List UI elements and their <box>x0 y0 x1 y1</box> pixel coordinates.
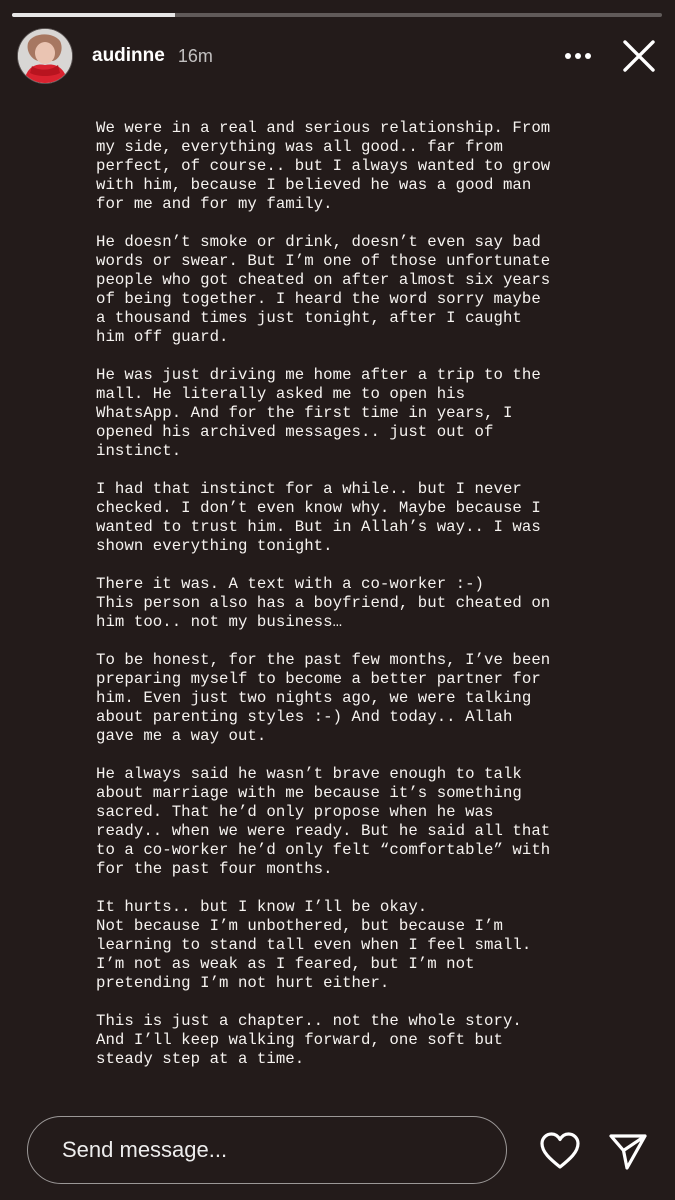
story-text-line: my side, everything was all good.. far from <box>96 138 503 156</box>
story-text-blank-line <box>96 461 596 480</box>
send-message-input[interactable] <box>60 1136 506 1164</box>
story-text-line: steady step at a time. <box>96 1050 305 1068</box>
story-text-line: There it was. A text with a co-worker :-) <box>96 575 485 593</box>
story-text-line: learning to stand tall even when I feel small. <box>96 936 532 954</box>
story-text-line: He was just driving me home after a trip to the <box>96 366 541 384</box>
avatar-image <box>18 29 72 83</box>
story-text-line: He doesn’t smoke or drink, doesn’t even say bad <box>96 233 541 251</box>
story-text-line: shown everything tonight. <box>96 537 333 555</box>
story-text-line: about marriage with me because it’s something <box>96 784 522 802</box>
story-text-line: We were in a real and serious relationship. From <box>96 119 551 137</box>
story-text-blank-line <box>96 556 596 575</box>
story-text-line: for me and for my family. <box>96 195 333 213</box>
story-text-line: him. Even just two nights ago, we were talking <box>96 689 532 707</box>
story-text-line: him too.. not my business… <box>96 613 343 631</box>
story-header <box>18 28 661 84</box>
story-text-line: for the past four months. <box>96 860 333 878</box>
story-text-line: checked. I don’t even know why. Maybe because I <box>96 499 541 517</box>
more-options-button[interactable] <box>557 35 599 77</box>
heart-icon <box>538 1129 582 1173</box>
story-text-line: mall. He literally asked me to open his <box>96 385 466 403</box>
story-text-blank-line <box>96 879 596 898</box>
story-text-blank-line <box>96 632 596 651</box>
message-composer[interactable] <box>27 1116 507 1184</box>
story-text-line: people who got cheated on after almost six years <box>96 271 551 289</box>
story-progress-bar <box>12 13 662 17</box>
story-text-line: This is just a chapter.. not the whole story. <box>96 1012 522 1030</box>
story-text-line: sacred. That he’d only propose when he was <box>96 803 494 821</box>
story-text-line: words or swear. But I’m one of those unfortunate <box>96 252 551 270</box>
story-text-line: He always said he wasn’t brave enough to talk <box>96 765 522 783</box>
story-text-blank-line <box>96 746 596 765</box>
story-text-line: ready.. when we were ready. But he said all that <box>96 822 551 840</box>
story-text-line: of being together. I heard the word sorry maybe <box>96 290 541 308</box>
story-text-line: I had that instinct for a while.. but I never <box>96 480 522 498</box>
story-text-line: preparing myself to become a better partner for <box>96 670 541 688</box>
story-text-line: I’m not as weak as I feared, but I’m not <box>96 955 475 973</box>
send-button[interactable] <box>606 1129 650 1173</box>
username[interactable]: audinne <box>92 45 165 66</box>
story-text-line: to a co-worker he’d only felt “comfortable” with <box>96 841 551 859</box>
close-button[interactable] <box>617 34 661 78</box>
story-text-line: gave me a way out. <box>96 727 267 745</box>
close-icon <box>621 38 657 74</box>
story-text-line: This person also has a boyfriend, but cheated on <box>96 594 551 612</box>
story-text-line: And I’ll keep walking forward, one soft but <box>96 1031 503 1049</box>
story-text-line: with him, because I believed he was a good man <box>96 176 532 194</box>
story-text-line: him off guard. <box>96 328 229 346</box>
story-text-blank-line <box>96 214 596 233</box>
story-text-line: Not because I’m unbothered, but because I’m <box>96 917 503 935</box>
avatar[interactable] <box>18 29 72 83</box>
story-text-line: It hurts.. but I know I’ll be okay. <box>96 898 428 916</box>
story-text-line: opened his archived messages.. just out of <box>96 423 494 441</box>
story-timestamp: 16m <box>177 45 213 66</box>
story-text-line: perfect, of course.. but I always wanted to grow <box>96 157 551 175</box>
story-text-line: instinct. <box>96 442 182 460</box>
more-horizontal-icon <box>564 52 592 60</box>
story-text-blank-line <box>96 347 596 366</box>
like-button[interactable] <box>538 1129 582 1173</box>
story-text-line: To be honest, for the past few months, I’ve been <box>96 651 551 669</box>
story-progress-fill <box>12 13 175 17</box>
story-text-blank-line <box>96 993 596 1012</box>
story-text-line: pretending I’m not hurt either. <box>96 974 390 992</box>
story-text-line: a thousand times just tonight, after I caught <box>96 309 522 327</box>
story-text-block <box>96 119 596 1069</box>
send-paper-plane-icon <box>606 1129 650 1173</box>
story-text-line: wanted to trust him. But in Allah’s way.. I was <box>96 518 541 536</box>
story-text-line: WhatsApp. And for the first time in years, I <box>96 404 513 422</box>
story-text-line: about parenting styles :-) And today.. Allah <box>96 708 513 726</box>
